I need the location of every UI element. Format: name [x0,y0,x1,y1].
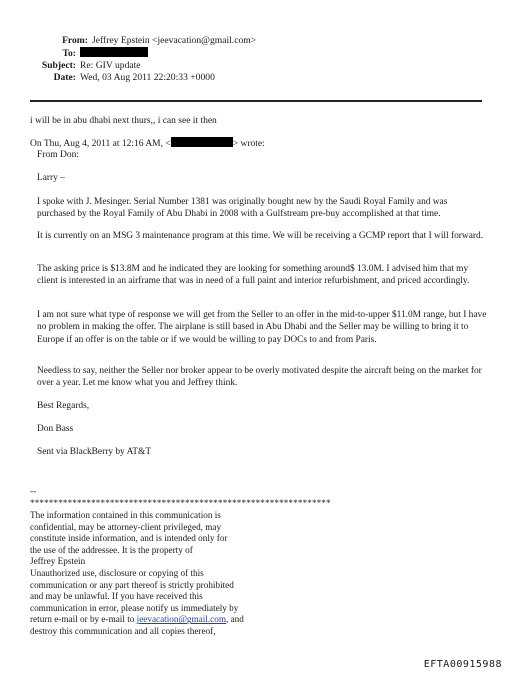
disclaimer-line: The information contained in this communication is [30,510,221,520]
header-subject-row [0,60,141,72]
quote-on-suffix: > wrote: [232,139,265,149]
date-value: Wed, 03 Aug 2011 22:20:33 +0000 [80,72,215,83]
reply-text: i will be in abu dhabi next thurs,, i can see it then [30,116,217,126]
from-label: From: [62,35,88,46]
quote-on-prefix: On Thu, Aug 4, 2011 at 12:16 AM, < [30,139,171,149]
quote-paragraph-3: The asking price is $13.8M and he indicated they are looking for something around$ 13.0M. I advised him that my client is interested in an airframe that was in need of a full paint and interior refurbishment, and priced accordingly. [37,264,470,287]
quote-paragraph-1: I spoke with J. Mesinger. Serial Number 1381 was originally bought new by the Saudi Royal Family and was purchased by the Royal Family of Abu Dhabi in 2008 with a Gulfstream pre-buy accomplished at that time. [37,197,448,220]
header-from-row [0,35,256,47]
disclaimer-line: constitute inside information, and is intended only for [30,533,228,544]
quote-sent-via: Sent via BlackBerry by AT&T [37,447,152,457]
disclaimer-final-line: destroy this communication and all copies thereof, [30,625,216,636]
from-value: Jeffrey Epstein <jeevacation@gmail.com> [92,35,257,46]
header-to-row [0,47,148,60]
document-id: EFTA00915988 [423,659,502,670]
subject-value: Re: GIV update [80,60,141,71]
disclaimer-return-line [30,614,290,626]
to-label: To: [62,48,76,59]
disclaimer-block [30,510,290,638]
disclaimer-line: confidential, may be attorney-client privileged, may [30,521,222,532]
disclaimer-line: Unauthorized use, disclosure or copying of this [30,567,204,578]
quote-paragraph-2: It is currently on an MSG 3 maintenance program at this time. We will be receiving a GCMP report that I will forward. [37,231,484,241]
header-date-row [0,72,215,84]
subject-label: Subject: [41,60,76,71]
header-divider [30,100,482,102]
quote-from-line: From Don: [37,150,79,160]
date-label: Date: [53,72,76,83]
email-link[interactable]: jeevacation@gmail.com [136,614,226,625]
disclaimer-return-prefix: return e-mail or by e-mail to [30,614,137,625]
quote-salutation: Larry – [37,173,65,183]
disclaimer-line: and may be unlawful. If you have received this [30,591,203,602]
redaction-box [171,137,233,147]
quote-signature: Don Bass [37,424,74,434]
disclaimer-stars: **************************************************************** [30,498,331,508]
disclaimer-line: the use of the addressee. It is the property of [30,544,193,555]
disclaimer-return-suffix: , and [225,614,244,625]
disclaimer-line: Jeffrey Epstein [30,556,86,567]
quote-paragraph-4: I am not sure what type of response we will get from the Seller to an offer in the mid-to-upper $11.0M range, but I have no problem in making the offer. The airplane is still based in Abu Dhabi and the Seller may be willing to bring it to Europe if an offer is on the table or if we would be willing to pay DOCs to and from Paris. [37,310,487,345]
redaction-box [80,47,148,57]
quote-paragraph-5: Needless to say, neither the Seller nor broker appear to be overly motivated despite the aircraft being on the market for over a year. Let me know what you and Jeffrey think. [37,366,482,389]
quote-closing: Best Regards, [37,401,90,411]
signature-dashes: -- [30,487,37,497]
disclaimer-line: communication or any part thereof is strictly prohibited [30,579,234,590]
disclaimer-line: communication in error, please notify us immediately by [30,602,239,613]
